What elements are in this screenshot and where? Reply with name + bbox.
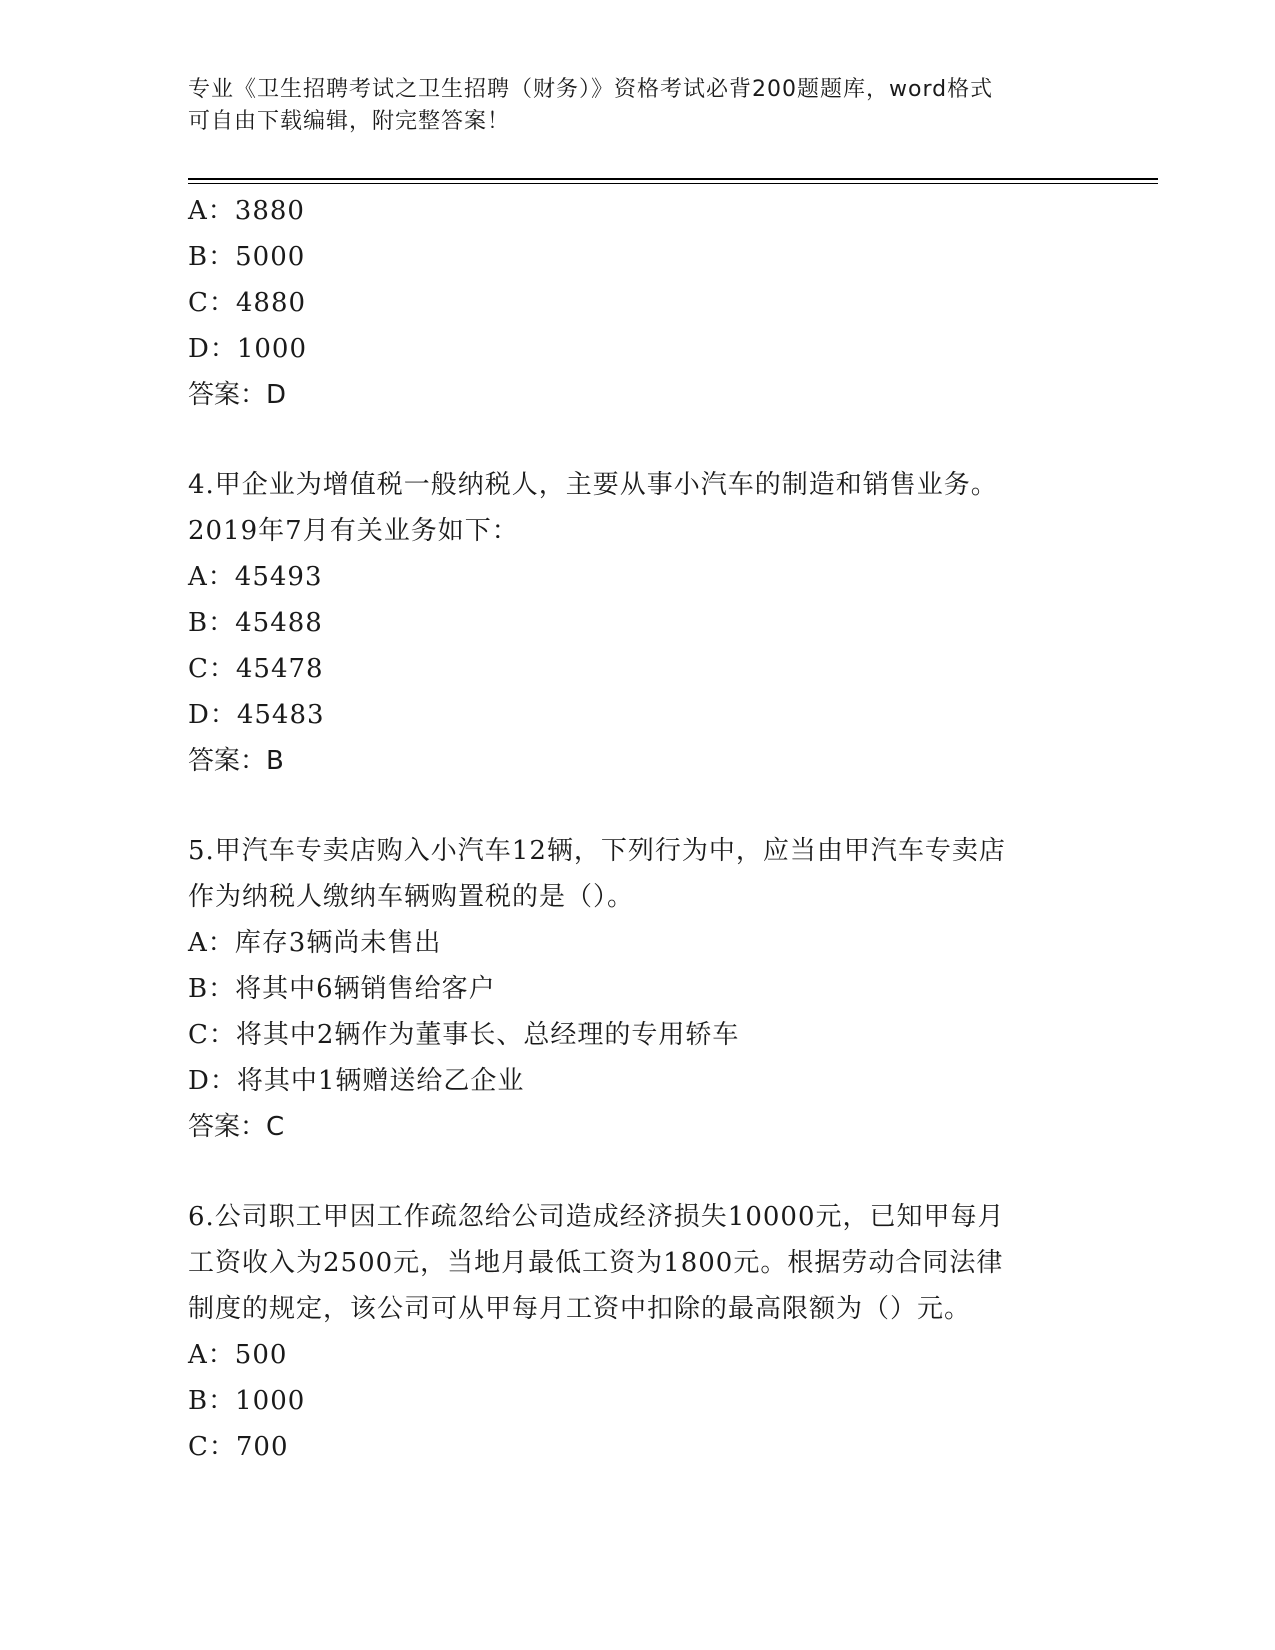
option-c: C：将其中2辆作为董事长、总经理的专用轿车 [188,1020,740,1050]
question-4 [188,462,1088,784]
answer-key: 答案：D [188,380,287,410]
option-c: C：45478 [188,654,324,684]
option-b: B：将其中6辆销售给客户 [188,974,496,1004]
question-6 [188,1194,1088,1470]
question-stem-line: 6.公司职工甲因工作疏忽给公司造成经济损失10000元，已知甲每月 [188,1202,1005,1232]
question-stem-line: 作为纳税人缴纳车辆购置税的是（）。 [188,882,635,912]
answer-key: 答案：B [188,746,284,776]
option-c: C：700 [188,1432,289,1462]
option-d: D：将其中1辆赠送给乙企业 [188,1066,525,1096]
document-header [188,74,1088,138]
option-a: A：3880 [188,196,305,226]
question-3 [188,188,1088,418]
option-b: B：5000 [188,242,306,272]
question-stem-line: 4.甲企业为增值税一般纳税人，主要从事小汽车的制造和销售业务。 [188,470,998,500]
spacer [188,784,1088,828]
option-d: D：1000 [188,334,308,364]
question-stem-line: 2019年7月有关业务如下： [188,516,519,546]
header-title-line2: 可自由下载编辑，附完整答案！ [188,109,511,134]
question-stem-line: 5.甲汽车专卖店购入小汽车12辆，下列行为中，应当由甲汽车专卖店 [188,836,1006,866]
option-b: B：1000 [188,1386,306,1416]
option-a: A：库存3辆尚未售出 [188,928,442,958]
option-a: A：500 [188,1340,288,1370]
answer-key: 答案：C [188,1112,285,1142]
question-stem-line: 制度的规定，该公司可从甲每月工资中扣除的最高限额为（）元。 [188,1294,972,1324]
question-list [188,188,1088,1470]
spacer [188,418,1088,462]
spacer [188,1150,1088,1194]
header-divider-thick [188,178,1158,180]
option-b: B：45488 [188,608,323,638]
option-c: C：4880 [188,288,307,318]
header-title-line1: 专业《卫生招聘考试之卫生招聘（财务）》资格考试必背200题题库，word格式 [188,77,994,102]
question-5 [188,828,1088,1150]
option-a: A：45493 [188,562,323,592]
header-divider-thin [188,183,1158,184]
option-d: D：45483 [188,700,325,730]
question-stem-line: 工资收入为2500元，当地月最低工资为1800元。根据劳动合同法律 [188,1248,1004,1278]
